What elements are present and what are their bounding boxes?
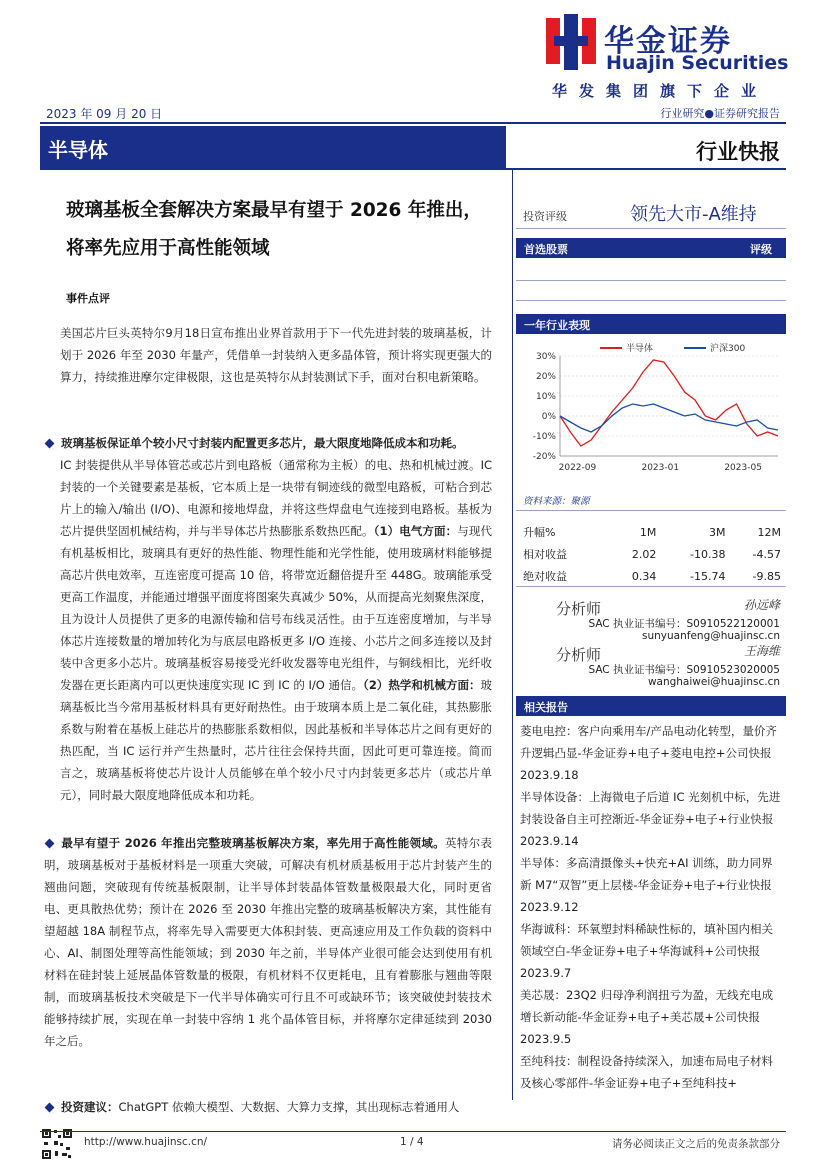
table-header-row <box>523 521 781 543</box>
header-rule <box>40 122 786 124</box>
related-report-item[interactable]: 至纯科技：制程设备持续深入，加速布局电子材料及核心零部件-华金证券+电子+至纯科技+ <box>520 1054 773 1090</box>
chart-x-ticks <box>559 463 762 473</box>
series-line-csi300 <box>560 404 778 432</box>
table-cell: 绝对收益 <box>523 570 567 583</box>
sector-title: 半导体 <box>48 138 108 162</box>
rating-value: 领先大市-A维持 <box>630 204 757 225</box>
table-header-cell: 3M <box>709 525 726 539</box>
qr-code-icon <box>40 1127 74 1161</box>
table-cell: -4.57 <box>752 547 781 561</box>
chart-lines <box>560 360 778 446</box>
brand-logo <box>546 14 789 104</box>
related-header: 相关报告 <box>524 701 568 714</box>
y-tick-label: 0% <box>541 412 556 422</box>
bullet-3 <box>44 1096 492 1118</box>
page-number: 1 / 4 <box>400 1136 424 1148</box>
bullet-2-text: 英特尔表明，玻璃基板对于基板材料是一项重大突破，可解决有机材质基板用于芯片封装产生的翘曲问题，突破现有传统基板限制，让半导体封装晶体管数量极限最大化，同时更省电、更具散热优势；预计在 2026 至 2030 年推出完整的玻璃基板解决方案，其性能有望超越 18A 制程节点，将率先导入需要更大体积封装、更高速应用及工作负载的资料中心、AI、制图处理等高性能领域；到 2030 年之前，半导体产业很可能会达到使用有机材料在硅封装上延展晶体管数量的极限，有机材料不仅更耗电，且有着膨胀与翘曲等限制，而玻璃基板技术突破是下一代半导体确实可行且不可或缺环节；该突破使封装技术能够持续扩展，实现在单一封装中容纳 1 兆个晶体管目标，并将摩尔定律延续到 2030 年之后。 <box>44 836 492 1048</box>
report-category: 行业研究●证券研究报告 <box>660 107 780 120</box>
table-cell: -10.38 <box>690 547 726 561</box>
table-cell: 相对收益 <box>523 548 567 561</box>
table-cell: 2.02 <box>631 547 657 561</box>
sector-bar <box>40 126 506 170</box>
table-header-cell: 12M <box>757 525 781 539</box>
analyst-signature: 王海维 <box>743 644 780 658</box>
footer-url[interactable]: http://www.huajinsc.cn/ <box>84 1136 208 1148</box>
performance-header: 一年行业表现 <box>524 319 590 332</box>
related-report-item[interactable]: 半导体设备：上海微电子后道 IC 光刻机中标，先进封装设备自主可控渐近-华金证券+电子+行业快报 2023.9.14 <box>520 790 781 848</box>
report-date: 2023 年 09 月 20 日 <box>46 107 163 121</box>
y-tick-label: -10% <box>532 432 556 442</box>
stocks-rule-1 <box>516 280 786 281</box>
diamond-bullet-icon <box>45 1102 55 1112</box>
analyst-sac: SAC 执业证书编号：S0910523020005 <box>588 664 780 676</box>
analyst-title: 分析师 <box>556 600 602 618</box>
performance-chart <box>516 338 786 478</box>
rating-rule <box>516 228 786 229</box>
related-report-item[interactable]: 美芯晟：23Q2 归母净利润扭亏为盈，无线充电成增长新动能-华金证券+电子+美芯晟+公司快报 2023.9.5 <box>520 988 774 1046</box>
diamond-bullet-icon <box>45 838 55 848</box>
analyst-sac: SAC 执业证书编号：S0910522120001 <box>588 618 780 630</box>
event-label: 事件点评 <box>66 292 110 305</box>
legend-label: 半导体 <box>626 344 654 354</box>
related-header-bar <box>516 696 786 716</box>
brand-name-cn: 华金证券 <box>604 24 732 59</box>
bullet-1-body <box>60 454 492 806</box>
chart-grid <box>560 356 778 456</box>
bullet-2-title: 最早有望于 2026 年推出完整玻璃基板解决方案，率先用于高性能领域。 <box>61 836 446 850</box>
report-type: 行业快报 <box>696 140 780 164</box>
x-tick-label: 2023-01 <box>641 463 680 473</box>
bullet-1 <box>44 432 492 454</box>
brand-name-en: Huajin Securities <box>606 52 789 74</box>
analyst-email[interactable]: wanghaiwei@huajinsc.cn <box>647 676 780 688</box>
stocks-rating-header: 评级 <box>750 243 772 256</box>
x-tick-label: 2022-09 <box>558 463 597 473</box>
table-cell: -15.74 <box>690 569 726 583</box>
table-row <box>523 543 781 565</box>
diamond-bullet-icon <box>45 438 55 448</box>
y-tick-label: 10% <box>535 392 556 402</box>
bullet-1-sub1-title: （1）电气方面： <box>373 524 458 538</box>
stocks-header: 首选股票 <box>524 243 568 256</box>
table-cell: 0.34 <box>631 569 657 583</box>
analyst-email[interactable]: sunyuanfeng@huajinsc.cn <box>642 630 780 642</box>
bullet-1-text-a: IC 封装提供从半导体管芯或芯片到电路板（通常称为主板）的电、热和机械过渡。IC 封装的一个关键要素是基板，它本质上是一块带有铜迹线的微型电路板，可粘合到芯片上的输入/输出 (I/O)、电源和接地焊盘，并将这些焊盘电气连接到电路板。基板为芯片提供坚固机械结构，并与半导体芯片热膨胀系数热匹配。 <box>60 458 492 538</box>
related-reports <box>520 720 782 1094</box>
intro-paragraph: 美国芯片巨头英特尔9月18日宣布推出业界首款用于下一代先进封装的玻璃基板，计划于 2026 年至 2030 年量产，凭借单一封装纳入更多晶体管，预计将实现更强大的算力，持续推进摩尔定律极限，这也是英特尔从封装测试下手，面对台积电新策略。 <box>60 326 492 384</box>
table-rule <box>516 586 786 587</box>
huajin-logo-icon <box>546 14 596 70</box>
performance-header-bar <box>516 314 786 334</box>
header-underline <box>506 168 786 170</box>
column-divider <box>512 170 513 1100</box>
bullet-3-title: 投资建议： <box>61 1100 119 1114</box>
bullet-1-title: 玻璃基板保证单个较小尺寸封装内配置更多芯片，最大限度地降低成本和功耗。 <box>61 436 464 450</box>
chart-legend <box>600 342 745 354</box>
bullet-1-sub2-title: （2）热学和机械方面： <box>363 678 481 692</box>
footer-disclaimer: 请务必阅读正文之后的免责条款部分 <box>612 1138 780 1150</box>
rating-label: 投资评级 <box>523 210 567 223</box>
y-tick-label: 20% <box>535 372 556 382</box>
stocks-rule-2 <box>516 300 786 301</box>
series-line-semiconductor <box>560 360 778 446</box>
headline: 玻璃基板全套解决方案最早有望于 2026 年推出，将率先应用于高性能领域 <box>66 200 482 259</box>
related-report-item[interactable]: 华海诚科：环氧塑封料稀缺性标的，填补国内相关领域空白-华金证券+电子+华海诚科+公司快报 2023.9.7 <box>520 922 773 980</box>
bullet-2 <box>44 832 492 1052</box>
y-tick-label: -20% <box>532 452 556 462</box>
source-rule <box>516 510 786 511</box>
y-tick-label: 30% <box>535 352 556 362</box>
related-report-item[interactable]: 菱电电控：客户向乘用车/产品电动化转型，量价齐升逻辑凸显-华金证券+电子+菱电电控+公司快报 2023.9.18 <box>520 724 777 782</box>
bullet-1-text-b: 与现代有机基板相比，玻璃具有更好的热性能、物理性能和光学性能，使用玻璃材料能够提高芯片供电效率，互连密度可提高 10 倍，将带宽近翻倍提升至 448G。玻璃能承受更高工作温度，并能通过增强平面度将图案失真减少 50%，从而提高光刻聚焦深度，且为设计人员提供了更多的电源传输和信号布线灵活性。由于互连密度增加，与半导体芯片连接数量的增加转化为与底层电路板更多 I/O 连接、小芯片之间多连接以及封装中含更多小芯片。玻璃基板容易接受光纤收发器等电光组件，与铜线相比，光纤收发器在更长距离内可以更快速度实现 IC 到 IC 的 I/O 通信。 <box>60 524 492 692</box>
x-tick-label: 2023-05 <box>724 463 762 473</box>
bullet-3-text: ChatGPT 依赖大模型、大数据、大算力支撑，其出现标志着通用人 <box>118 1100 460 1114</box>
brand-slogan: 华发集团旗下企业 <box>552 82 769 100</box>
analyst-title: 分析师 <box>556 646 602 664</box>
table-header-cell: 1M <box>639 525 657 539</box>
analyst-signature: 孙远峰 <box>743 598 780 612</box>
table-header-cell: 升幅% <box>523 526 556 539</box>
chart-source: 资料来源：聚源 <box>523 496 590 507</box>
performance-table <box>523 521 781 587</box>
footer-rule <box>40 1131 786 1132</box>
related-report-item[interactable]: 半导体：多高清摄像头+快充+AI 训练，助力同界新 M7“双智”更上层楼-华金证券+电子+行业快报 2023.9.12 <box>520 856 773 914</box>
table-cell: -9.85 <box>752 569 781 583</box>
bullet-1-text-c: 玻璃基板比当今常用基板材料具有更好耐热性。由于玻璃本质上是二氧化硅，其热膨胀系数与附着在基板上硅芯片的热膨胀系数相似，因此基板和半导体芯片之间有更好的热匹配，当 IC 运行并产生热量时，芯片往往会保持共面，因此可更可靠连接。简而言之，玻璃基板将使芯片设计人员能够在单个较小尺寸内封装更多芯片（或芯片单元），同时最大限度地降低成本和功耗。 <box>60 678 492 802</box>
table-row <box>523 565 781 587</box>
stocks-header-bar <box>516 238 786 258</box>
legend-label: 沪深300 <box>710 344 746 354</box>
chart-y-ticks <box>533 352 557 462</box>
